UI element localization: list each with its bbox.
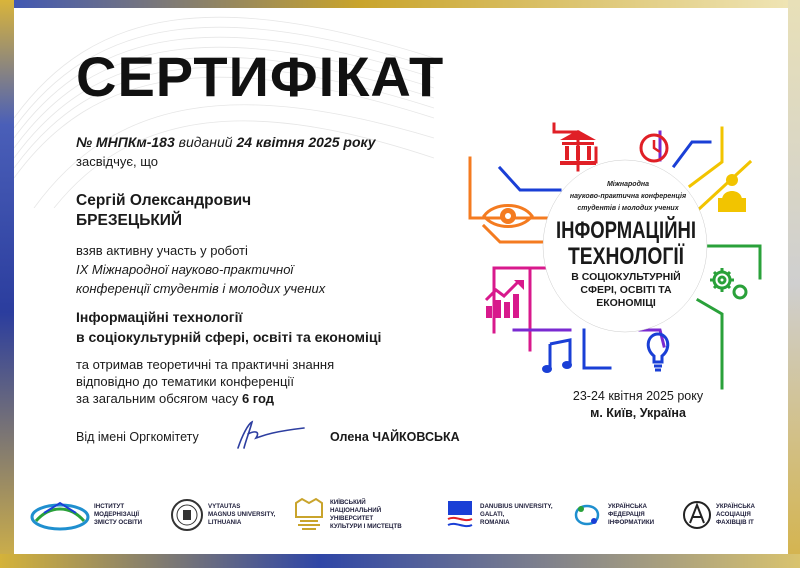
danubius-logo-icon bbox=[444, 495, 476, 535]
partner-institute-modernization bbox=[30, 490, 180, 540]
partner-5-line-2: ФЕДЕРАЦІЯ bbox=[608, 511, 645, 518]
music-icon bbox=[542, 340, 572, 373]
partner-4-line-3: ROMANIA bbox=[480, 519, 510, 526]
growth-chart-icon bbox=[486, 280, 524, 318]
knowledge-line-2: відповідно до тематики конференції bbox=[76, 374, 294, 389]
partner-3-line-3: КУЛЬТУРИ І МИСТЕЦТВ bbox=[330, 523, 402, 530]
institute-modernization-logo-icon bbox=[30, 495, 90, 535]
partner-3-line-1: КИЇВСЬКИЙ НАЦІОНАЛЬНИЙ bbox=[330, 499, 382, 514]
vytautas-seal-icon bbox=[170, 495, 204, 535]
certifies-text: засвідчує, що bbox=[76, 154, 158, 169]
partner-1-line-1: ІНСТИТУТ bbox=[94, 503, 125, 510]
speaker-icon bbox=[718, 174, 746, 212]
partner-4-line-2: GALATI, bbox=[480, 511, 505, 518]
partner-4-line-1: DANUBIUS UNIVERSITY, bbox=[480, 503, 553, 510]
logo-sub-line-2: СФЕРІ, ОСВІТІ ТА bbox=[580, 284, 672, 296]
organizing-committee-label: Від імені Оргкомітету bbox=[76, 430, 199, 444]
partner-5-line-3: ІНФОРМАТИКИ bbox=[608, 519, 655, 526]
knukm-emblem-icon bbox=[292, 495, 326, 535]
certificate-number: № МНПКм-183 bbox=[76, 134, 175, 150]
knowledge-line-3 bbox=[76, 391, 274, 406]
partner-vytautas-magnus bbox=[170, 490, 294, 540]
signature bbox=[226, 418, 306, 452]
topic-line-2: в соціокультурній сфері, освіті та економіці bbox=[76, 329, 382, 345]
logo-small-line-2: науково-практична конференція bbox=[569, 193, 687, 200]
partner-2-line-3: LITHUANIA bbox=[208, 519, 242, 526]
signer-name: Олена ЧАЙКОВСЬКА bbox=[330, 430, 460, 444]
frame-top-border bbox=[0, 0, 800, 8]
partner-danubius bbox=[444, 490, 566, 540]
participation-text: взяв активну участь у роботі bbox=[76, 243, 248, 258]
topic-line-1: Інформаційні технології bbox=[76, 309, 243, 325]
partners-row bbox=[30, 490, 780, 540]
partner-1-line-3: ЗМІСТУ ОСВІТИ bbox=[94, 519, 143, 526]
logo-small-line-3: студентів і молодих учених bbox=[577, 205, 679, 212]
federation-informatics-icon bbox=[570, 495, 604, 535]
partner-2-line-2: MAGNUS UNIVERSITY, bbox=[208, 511, 276, 518]
it-association-icon bbox=[682, 495, 712, 535]
conference-logo bbox=[460, 118, 790, 418]
issued-date: 24 квітня 2025 року bbox=[236, 134, 376, 150]
hours-prefix: за загальним обсягом часу bbox=[76, 391, 242, 406]
logo-big-line-1: ІНФОРМАЦІЙНІ bbox=[556, 217, 738, 244]
certificate-number-line bbox=[76, 134, 376, 150]
partner-1-line-2: МОДЕРНІЗАЦІЇ bbox=[94, 511, 140, 518]
issued-text: виданий bbox=[174, 134, 237, 150]
hours-value: 6 год bbox=[241, 391, 275, 406]
lightbulb-icon bbox=[648, 334, 668, 370]
conference-city: м. Київ, Україна bbox=[590, 406, 686, 420]
logo-small-line-1: Міжнародна bbox=[606, 181, 650, 188]
frame-bottom-border bbox=[0, 554, 800, 568]
recipient-first-name: Сергій Олександрович bbox=[76, 192, 252, 209]
partner-ukr-federation-informatics bbox=[570, 490, 694, 540]
frame-left-border bbox=[0, 0, 14, 568]
partner-ukr-it-association bbox=[682, 490, 800, 540]
gears-icon bbox=[710, 268, 746, 298]
logo-sub-line-3: ЕКОНОМІЦІ bbox=[596, 297, 656, 309]
building-icon bbox=[560, 130, 596, 165]
logo-big-line-2: ТЕХНОЛОГІЇ bbox=[568, 243, 686, 270]
partner-6-line-3: ФАХІВЦІВ ІТ bbox=[716, 519, 754, 526]
conference-line-1: IX Міжнародної науково-практичної bbox=[76, 262, 294, 277]
eye-icon bbox=[484, 206, 532, 227]
partner-6-line-1: УКРАЇНСЬКА bbox=[716, 503, 756, 510]
logo-sub-line-1: В СОЦІОКУЛЬТУРНІЙ bbox=[571, 271, 681, 283]
conference-line-2: конференції студентів і молодих учених bbox=[76, 281, 326, 296]
knowledge-line-1: та отримав теоретичні та практичні знання bbox=[76, 357, 335, 372]
certificate-title: СЕРТИФІКАТ bbox=[76, 45, 445, 108]
clock-icon bbox=[641, 135, 667, 161]
partner-3-line-2: УНІВЕРСИТЕТ bbox=[330, 515, 374, 522]
partner-6-line-2: АСОЦІАЦІЯ bbox=[716, 511, 751, 518]
recipient-last-name: БРЕЗЕЦЬКИЙ bbox=[76, 212, 183, 229]
partner-5-line-1: УКРАЇНСЬКА bbox=[608, 503, 648, 510]
partner-knukm bbox=[292, 490, 416, 540]
partner-2-line-1: VYTAUTAS bbox=[208, 503, 241, 510]
conference-dates: 23-24 квітня 2025 року bbox=[572, 389, 704, 403]
